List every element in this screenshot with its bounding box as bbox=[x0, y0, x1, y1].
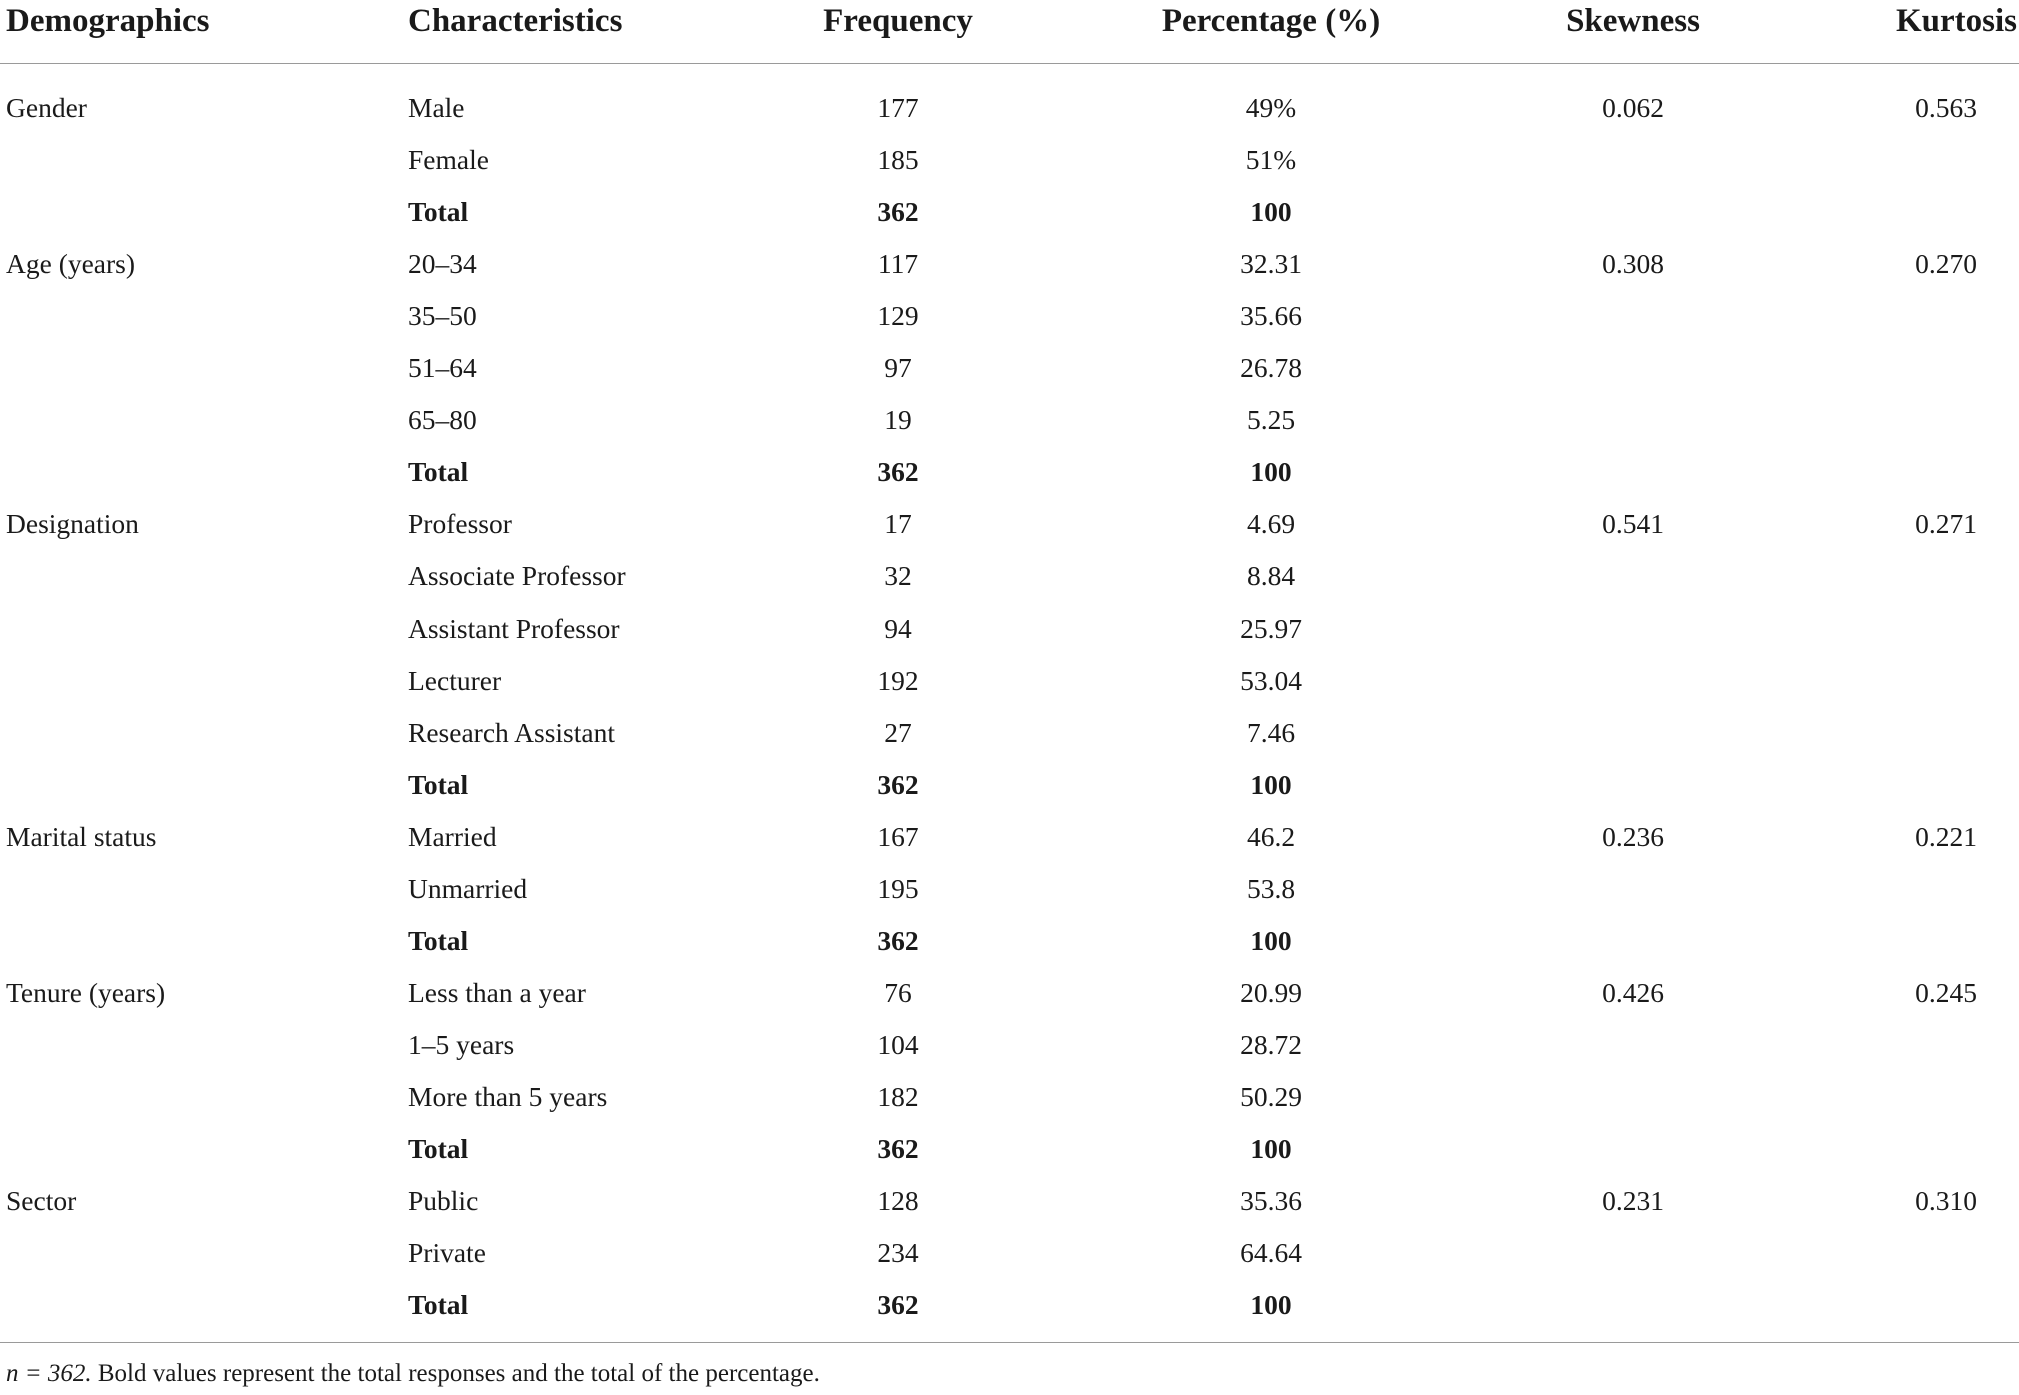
cell-skewness: 0.426 bbox=[1602, 977, 1664, 1008]
footnote-text: Bold values represent the total responses and the total of the percentage. bbox=[91, 1360, 820, 1387]
cell-percentage: 7.46 bbox=[1246, 717, 1296, 748]
cell-frequency: 117 bbox=[877, 248, 919, 279]
cell-characteristic: Female bbox=[408, 144, 489, 175]
cell-characteristic: Less than a year bbox=[408, 977, 586, 1008]
header-demographics: Demographics bbox=[6, 3, 210, 39]
cell-demographic: Sector bbox=[6, 1185, 77, 1216]
cell-characteristic: 51–64 bbox=[408, 352, 477, 383]
cell-demographic: Age (years) bbox=[6, 248, 136, 279]
header-percentage: Percentage (%) bbox=[1161, 3, 1381, 39]
cell-frequency: 234 bbox=[877, 1237, 919, 1268]
cell-percentage: 49% bbox=[1245, 92, 1297, 123]
header-characteristics: Characteristics bbox=[408, 3, 623, 39]
header-skewness: Skewness bbox=[1566, 3, 1700, 39]
cell-percentage: 50.29 bbox=[1240, 1081, 1302, 1112]
cell-kurtosis: 0.563 bbox=[1915, 92, 1977, 123]
cell-frequency: 195 bbox=[877, 873, 919, 904]
cell-kurtosis: 0.221 bbox=[1915, 821, 1977, 852]
cell-characteristic: Total bbox=[408, 196, 469, 227]
cell-percentage: 28.72 bbox=[1240, 1029, 1302, 1060]
bottom-rule bbox=[0, 1342, 2019, 1343]
cell-frequency: 192 bbox=[877, 665, 919, 696]
cell-frequency: 19 bbox=[884, 404, 912, 435]
cell-percentage: 46.2 bbox=[1246, 821, 1296, 852]
header-rule bbox=[0, 63, 2019, 64]
cell-percentage: 4.69 bbox=[1246, 508, 1296, 539]
cell-percentage: 64.64 bbox=[1240, 1237, 1302, 1268]
cell-percentage: 26.78 bbox=[1240, 352, 1302, 383]
cell-percentage: 51% bbox=[1245, 144, 1297, 175]
cell-characteristic: Total bbox=[408, 769, 469, 800]
cell-demographic: Tenure (years) bbox=[6, 977, 166, 1008]
cell-characteristic: Total bbox=[408, 1289, 469, 1320]
cell-frequency: 104 bbox=[877, 1029, 919, 1060]
cell-skewness: 0.236 bbox=[1602, 821, 1664, 852]
cell-characteristic: Research Assistant bbox=[408, 717, 615, 748]
footnote-n: n = 362. bbox=[6, 1360, 92, 1387]
cell-frequency: 128 bbox=[877, 1185, 919, 1216]
cell-characteristic: Married bbox=[408, 821, 497, 852]
cell-characteristic: Total bbox=[408, 1133, 469, 1164]
cell-frequency: 94 bbox=[884, 613, 912, 644]
cell-frequency: 362 bbox=[877, 456, 919, 487]
cell-percentage: 32.31 bbox=[1240, 248, 1302, 279]
cell-characteristic: More than 5 years bbox=[408, 1081, 608, 1112]
cell-characteristic: Associate Professor bbox=[408, 560, 626, 591]
cell-kurtosis: 0.245 bbox=[1915, 977, 1977, 1008]
cell-characteristic: Male bbox=[408, 92, 465, 123]
cell-characteristic: 20–34 bbox=[408, 248, 477, 279]
cell-characteristic: Total bbox=[408, 925, 469, 956]
cell-demographic: Gender bbox=[6, 92, 87, 123]
cell-skewness: 0.541 bbox=[1602, 508, 1664, 539]
cell-skewness: 0.308 bbox=[1602, 248, 1664, 279]
cell-percentage: 100 bbox=[1250, 456, 1292, 487]
table-header bbox=[0, 0, 2019, 60]
cell-skewness: 0.231 bbox=[1602, 1185, 1664, 1216]
cell-frequency: 177 bbox=[877, 92, 919, 123]
cell-percentage: 35.66 bbox=[1240, 300, 1302, 331]
cell-kurtosis: 0.310 bbox=[1915, 1185, 1977, 1216]
cell-percentage: 100 bbox=[1250, 1289, 1292, 1320]
cell-frequency: 362 bbox=[877, 1289, 919, 1320]
cell-percentage: 8.84 bbox=[1246, 560, 1296, 591]
cell-demographic: Marital status bbox=[6, 821, 157, 852]
cell-frequency: 17 bbox=[884, 508, 912, 539]
cell-demographic: Designation bbox=[6, 508, 139, 539]
cell-skewness: 0.062 bbox=[1602, 92, 1664, 123]
header-kurtosis: Kurtosis bbox=[1895, 3, 2017, 39]
cell-characteristic: 65–80 bbox=[408, 404, 477, 435]
cell-percentage: 100 bbox=[1250, 196, 1292, 227]
cell-percentage: 25.97 bbox=[1240, 613, 1302, 644]
cell-characteristic: Lecturer bbox=[408, 665, 502, 696]
cell-characteristic: Public bbox=[408, 1185, 479, 1216]
cell-frequency: 97 bbox=[884, 352, 912, 383]
cell-frequency: 129 bbox=[877, 300, 919, 331]
header-frequency: Frequency bbox=[823, 3, 973, 39]
cell-frequency: 362 bbox=[877, 925, 919, 956]
cell-frequency: 27 bbox=[884, 717, 912, 748]
cell-percentage: 100 bbox=[1250, 1133, 1292, 1164]
cell-characteristic: Unmarried bbox=[408, 873, 528, 904]
cell-characteristic: Private bbox=[408, 1237, 486, 1268]
cell-kurtosis: 0.270 bbox=[1915, 248, 1977, 279]
cell-percentage: 100 bbox=[1250, 925, 1292, 956]
cell-frequency: 167 bbox=[877, 821, 919, 852]
cell-percentage: 20.99 bbox=[1240, 977, 1302, 1008]
cell-frequency: 185 bbox=[877, 144, 919, 175]
cell-characteristic: Professor bbox=[408, 508, 512, 539]
table-footnote bbox=[6, 1358, 820, 1390]
cell-frequency: 362 bbox=[877, 769, 919, 800]
cell-characteristic: 1–5 years bbox=[408, 1029, 515, 1060]
cell-frequency: 76 bbox=[884, 977, 912, 1008]
cell-characteristic: Total bbox=[408, 456, 469, 487]
cell-percentage: 53.8 bbox=[1246, 873, 1296, 904]
cell-frequency: 182 bbox=[877, 1081, 919, 1112]
cell-percentage: 53.04 bbox=[1240, 665, 1302, 696]
cell-frequency: 362 bbox=[877, 1133, 919, 1164]
cell-characteristic: 35–50 bbox=[408, 300, 477, 331]
cell-percentage: 35.36 bbox=[1240, 1185, 1302, 1216]
cell-kurtosis: 0.271 bbox=[1915, 508, 1977, 539]
cell-frequency: 362 bbox=[877, 196, 919, 227]
cell-percentage: 5.25 bbox=[1246, 404, 1296, 435]
cell-frequency: 32 bbox=[884, 560, 912, 591]
cell-percentage: 100 bbox=[1250, 769, 1292, 800]
cell-characteristic: Assistant Professor bbox=[408, 613, 620, 644]
